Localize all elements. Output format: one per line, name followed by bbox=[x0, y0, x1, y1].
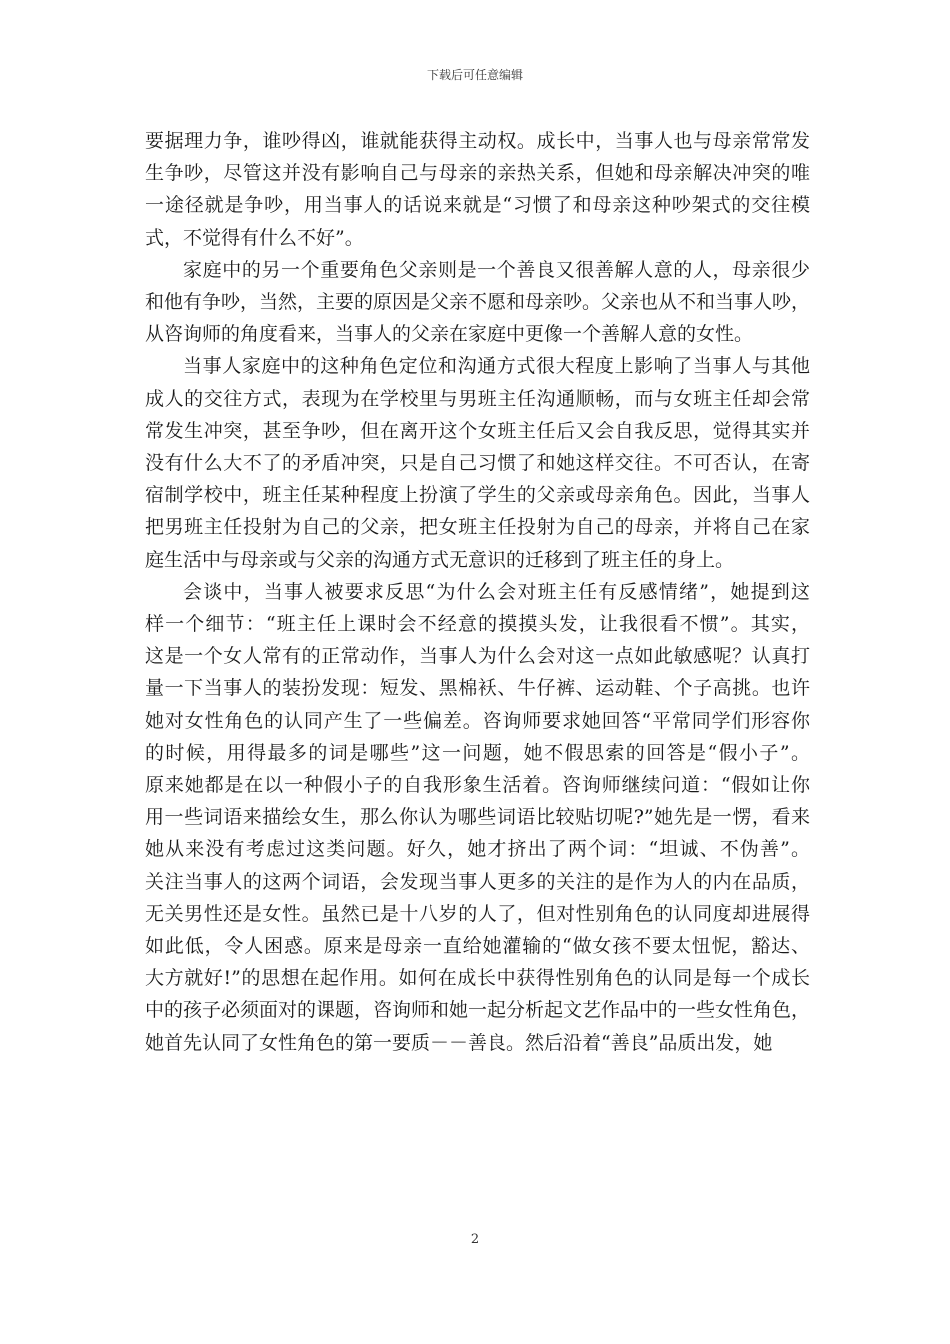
text-line: 当事人家庭中的这种角色定位和沟通方式很大程度上影响了当事人与其他 bbox=[183, 355, 810, 378]
text-line: 宿制学校中，班主任某种程度上扮演了学生的父亲或母亲角色。因此，当事人 bbox=[145, 484, 810, 507]
text-line: 如此低，令人困惑。原来是母亲一直给她灌输的“做女孩不要太忸怩，豁达、 bbox=[145, 935, 810, 958]
text-line: 家庭中的另一个重要角色父亲则是一个善良又很善解人意的人，母亲很少 bbox=[183, 258, 810, 281]
text-line: 无关男性还是女性。虽然已是十八岁的人了，但对性别角色的认同度却进展得 bbox=[145, 902, 810, 925]
text-line: 她对女性角色的认同产生了一些偏差。咨询师要求她回答“平常同学们形容你 bbox=[145, 709, 810, 732]
text-line: 量一下当事人的装扮发现：短发、黑棉袄、牛仔裤、运动鞋、个子高挑。也许 bbox=[145, 677, 810, 700]
text-line: 一途径就是争吵，用当事人的话说来就是“习惯了和母亲这种吵架式的交往模 bbox=[145, 194, 810, 217]
paragraph bbox=[145, 576, 810, 1059]
text-line: 把男班主任投射为自己的父亲，把女班主任投射为自己的母亲，并将自己在家 bbox=[145, 516, 810, 539]
text-line: 式，不觉得有什么不好”。 bbox=[145, 226, 364, 249]
paragraph bbox=[145, 254, 810, 351]
page-number: 2 bbox=[470, 1232, 480, 1247]
text-line: 她从来没有考虑过这类问题。好久，她才挤出了两个词：“坦诚、不伪善”。 bbox=[145, 838, 810, 861]
text-line: 成人的交往方式，表现为在学校里与男班主任沟通顺畅，而与女班主任却会常 bbox=[145, 387, 810, 410]
text-line: 中的孩子必须面对的课题，咨询师和她一起分析起文艺作品中的一些女性角色， bbox=[145, 999, 811, 1022]
text-line: 庭生活中与母亲或与父亲的沟通方式无意识的迁移到了班主任的身上。 bbox=[145, 548, 735, 571]
page-header: 下载后可任意编辑 bbox=[426, 68, 523, 82]
document-body bbox=[145, 125, 810, 1059]
text-line: 会谈中，当事人被要求反思“为什么会对班主任有反感情绪”，她提到这 bbox=[183, 580, 810, 603]
text-line: 和他有争吵，当然，主要的原因是父亲不愿和母亲吵。父亲也从不和当事人吵， bbox=[145, 291, 811, 314]
text-line: 大方就好!”的思想在起作用。如何在成长中获得性别角色的认同是每一个成长 bbox=[145, 967, 810, 990]
text-line: 的时候，用得最多的词是哪些”这一问题，她不假思索的回答是“假小子”。 bbox=[145, 741, 810, 764]
paragraph bbox=[145, 125, 810, 254]
text-line: 这是一个女人常有的正常动作，当事人为什么会对这一点如此敏感呢？认真打 bbox=[145, 645, 810, 668]
text-line: 从咨询师的角度看来，当事人的父亲在家庭中更像一个善解人意的女性。 bbox=[145, 323, 754, 346]
text-line: 要据理力争，谁吵得凶，谁就能获得主动权。成长中，当事人也与母亲常常发 bbox=[145, 130, 810, 152]
text-line: 关注当事人的这两个词语，会发现当事人更多的关注的是作为人的内在品质， bbox=[145, 870, 810, 893]
paragraph bbox=[145, 350, 810, 575]
text-line: 用一些词语来描绘女生，那么你认为哪些词语比较贴切呢?”她先是一愣，看来 bbox=[145, 806, 810, 829]
text-line: 她首先认同了女性角色的第一要质－－善良。然后沿着“善良”品质出发，她 bbox=[145, 1031, 773, 1054]
text-line: 原来她都是在以一种假小子的自我形象生活着。咨询师继续问道：“假如让你 bbox=[145, 774, 810, 797]
text-line: 样一个细节：“班主任上课时会不经意的摸摸头发，让我很看不惯”。其实， bbox=[145, 613, 810, 636]
text-line: 常发生冲突，甚至争吵，但在离开这个女班主任后又会自我反思，觉得其实并 bbox=[145, 419, 810, 442]
text-line: 生争吵，尽管这并没有影响自己与母亲的亲热关系，但她和母亲解决冲突的唯 bbox=[145, 162, 810, 185]
text-line: 没有什么大不了的矛盾冲突，只是自己习惯了和她这样交往。不可否认，在寄 bbox=[145, 452, 810, 475]
